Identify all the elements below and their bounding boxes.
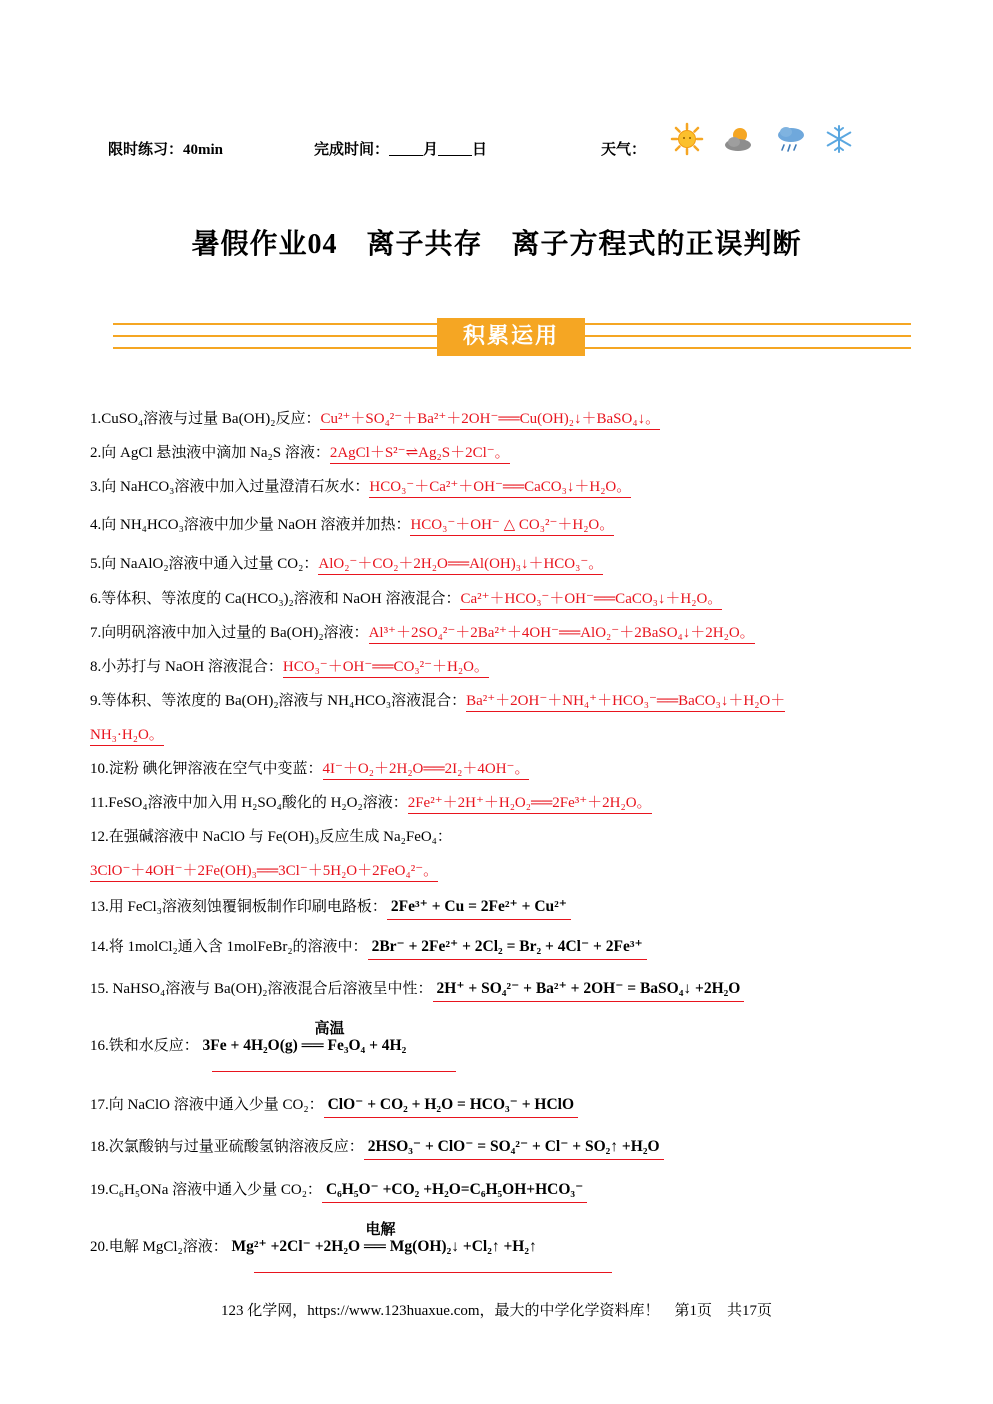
question-item-16 [90, 1021, 407, 1055]
reaction-condition: 高温 [314, 1021, 345, 1037]
question-text: 1.CuSO₄溶液与过量 Ba(OH)₂反应： [90, 411, 321, 427]
question-text: 20.电解 MgCl₂溶液： [90, 1239, 228, 1255]
page-title: 暑假作业04 离子共存 离子方程式的正误判断 [191, 229, 802, 260]
sun-icon [670, 122, 704, 156]
question-item-9-cont [90, 723, 164, 744]
question-text: 7.向明矾溶液中加入过量的 Ba(OH)₂溶液： [90, 625, 369, 641]
question-item-8 [90, 655, 489, 676]
question-item-20 [90, 1222, 537, 1256]
answer-text: Cu²⁺＋SO₄²⁻＋Ba²⁺＋2OH⁻══Cu(OH)₂↓＋BaSO₄↓。 [320, 411, 660, 430]
answer-text: 3ClO⁻＋4OH⁻＋2Fe(OH)₃══3Cl⁻＋5H₂O＋2FeO₄²⁻。 [90, 863, 438, 882]
partly-cloudy-icon [722, 122, 756, 156]
banner-line-top-right [585, 323, 911, 325]
question-item-2 [90, 441, 510, 462]
question-text: 16.铁和水反应： [90, 1038, 199, 1054]
answer-text: 4I⁻＋O₂＋2H₂O══2I₂＋4OH⁻。 [323, 761, 530, 780]
banner-line-bottom-left [113, 347, 437, 349]
question-item-9 [90, 689, 785, 710]
question-item-17 [90, 1093, 578, 1114]
question-text: 4.向 NH₄HCO₃溶液中加少量 NaOH 溶液并加热： [90, 517, 411, 533]
month-label: 月 [423, 142, 439, 158]
question-text: 5.向 NaAlO₂溶液中通入过量 CO₂： [90, 556, 319, 572]
question-item-15 [90, 977, 744, 998]
answer-text: Al³⁺＋2SO₄²⁻＋2Ba²⁺＋4OH⁻══AlO₂⁻＋2BaSO₄↓＋2H₂O。 [369, 625, 755, 644]
rain-icon [774, 122, 808, 156]
finish-label: 完成时间： [314, 142, 390, 158]
question-text: 18.次氯酸钠与过量亚硫酸氢钠溶液反应： [90, 1139, 364, 1155]
answer-underline-20 [254, 1272, 612, 1273]
answer-text: ClO⁻ + CO₂ + H₂O = HCO₃⁻ + HClO [324, 1096, 578, 1118]
answer-text: 2Fe³⁺ + Cu = 2Fe²⁺ + Cu²⁺ [387, 898, 571, 920]
question-text: 12.在强碱溶液中 NaClO 与 Fe(OH)₃反应生成 Na₂FeO₄： [90, 829, 452, 845]
answer-text-cont: NH₃·H₂O。 [90, 727, 164, 746]
section-badge: 积累运用 [437, 318, 585, 356]
answer-text: 2AgCl＋S²⁻⇌Ag₂S＋2Cl⁻。 [330, 445, 510, 464]
question-text: 11.FeSO₄溶液中加入用 H₂SO₄酸化的 H₂O₂溶液： [90, 795, 408, 811]
answer-text: Ca²⁺＋HCO₃⁻＋OH⁻══CaCO₃↓＋H₂O。 [460, 591, 722, 610]
question-text: 13.用 FeCl₃溶液刻蚀覆铜板制作印刷电路板： [90, 899, 387, 915]
weather-label: 天气： [601, 142, 647, 158]
answer-text: C₆H₅O⁻ +CO₂ +H₂O=C₆H₅OH+HCO₃⁻ [322, 1181, 587, 1203]
reaction-condition: 电解 [365, 1222, 396, 1238]
answer-text: 2HSO₃⁻ + ClO⁻ = SO₄²⁻ + Cl⁻ + SO₂↑ +H₂O [364, 1138, 664, 1160]
question-text: 15. NaHSO₄溶液与 Ba(OH)₂溶液混合后溶液呈中性： [90, 981, 433, 997]
question-item-4 [90, 513, 614, 534]
question-item-12 [90, 825, 452, 846]
finish-time [314, 138, 487, 159]
answer-text: HCO₃⁻＋OH⁻ △ CO₃²⁻＋H₂O。 [410, 517, 614, 536]
question-text: 10.淀粉 碘化钾溶液在空气中变蓝： [90, 761, 323, 777]
answer-text: 2H⁺ + SO₄²⁻ + Ba²⁺ + 2OH⁻ = BaSO₄↓ +2H₂O [433, 980, 745, 1002]
question-text: 9.等体积、等浓度的 Ba(OH)₂溶液与 NH₄HCO₃溶液混合： [90, 693, 467, 709]
answer-text: Ba²⁺＋2OH⁻＋NH₄⁺＋HCO₃⁻══BaCO₃↓＋H₂O＋ [466, 693, 785, 712]
question-item-18 [90, 1135, 664, 1156]
question-item-5 [90, 552, 603, 573]
question-text: 2.向 AgCl 悬浊液中滴加 Na₂S 溶液： [90, 445, 330, 461]
answer-text [202, 1021, 407, 1054]
banner-line-top-left [113, 323, 437, 325]
banner-line-mid-right [585, 335, 911, 337]
equation: 3Fe + 4H₂O(g) ══ Fe₃O₄ + 4H₂ [202, 1037, 407, 1054]
banner-line-mid-left [113, 335, 437, 337]
question-text: 8.小苏打与 NaOH 溶液混合： [90, 659, 283, 675]
time-limit: 限时练习：40min [108, 142, 224, 158]
question-item-10 [90, 757, 529, 778]
answer-text: HCO₃⁻＋Ca²⁺＋OH⁻══CaCO₃↓＋H₂O。 [369, 479, 631, 498]
answer-underline-16 [212, 1071, 456, 1072]
answer-text [231, 1222, 537, 1255]
question-item-14 [90, 935, 647, 956]
question-text: 17.向 NaClO 溶液中通入少量 CO₂： [90, 1097, 324, 1113]
day-label: 日 [472, 142, 488, 158]
question-item-3 [90, 475, 631, 496]
question-text: 14.将 1molCl₂通入含 1molFeBr₂的溶液中： [90, 939, 368, 955]
equation: Mg²⁺ +2Cl⁻ +2H₂O ══ Mg(OH)₂↓ +Cl₂↑ +H₂↑ [231, 1238, 537, 1255]
question-item-7 [90, 621, 755, 642]
banner-line-bottom-right [585, 347, 911, 349]
question-item-12-answer [90, 859, 438, 880]
snow-icon [822, 122, 856, 156]
question-text: 19.C₆H₅ONa 溶液中通入少量 CO₂： [90, 1182, 322, 1198]
question-item-13 [90, 895, 571, 916]
question-item-6 [90, 587, 722, 608]
answer-text: HCO₃⁻＋OH⁻══CO₃²⁻＋H₂O。 [283, 659, 489, 678]
question-text: 6.等体积、等浓度的 Ca(HCO₃)₂溶液和 NaOH 溶液混合： [90, 591, 461, 607]
question-text: 3.向 NaHCO₃溶液中加入过量澄清石灰水： [90, 479, 370, 495]
question-item-1 [90, 407, 660, 428]
month-blank [389, 141, 423, 156]
page-footer: 123 化学网，https://www.123huaxue.com，最大的中学化学资料库！ 第1页 共17页 [220, 1303, 773, 1319]
answer-text: 2Fe²⁺＋2H⁺＋H₂O₂══2Fe³⁺＋2H₂O。 [408, 795, 652, 814]
answer-text: 2Br⁻ + 2Fe²⁺ + 2Cl₂ = Br₂ + 4Cl⁻ + 2Fe³⁺ [368, 938, 647, 960]
question-item-11 [90, 791, 652, 812]
day-blank [438, 141, 472, 156]
question-item-19 [90, 1178, 587, 1199]
answer-text: AlO₂⁻＋CO₂＋2H₂O══Al(OH)₃↓＋HCO₃⁻。 [318, 556, 603, 575]
